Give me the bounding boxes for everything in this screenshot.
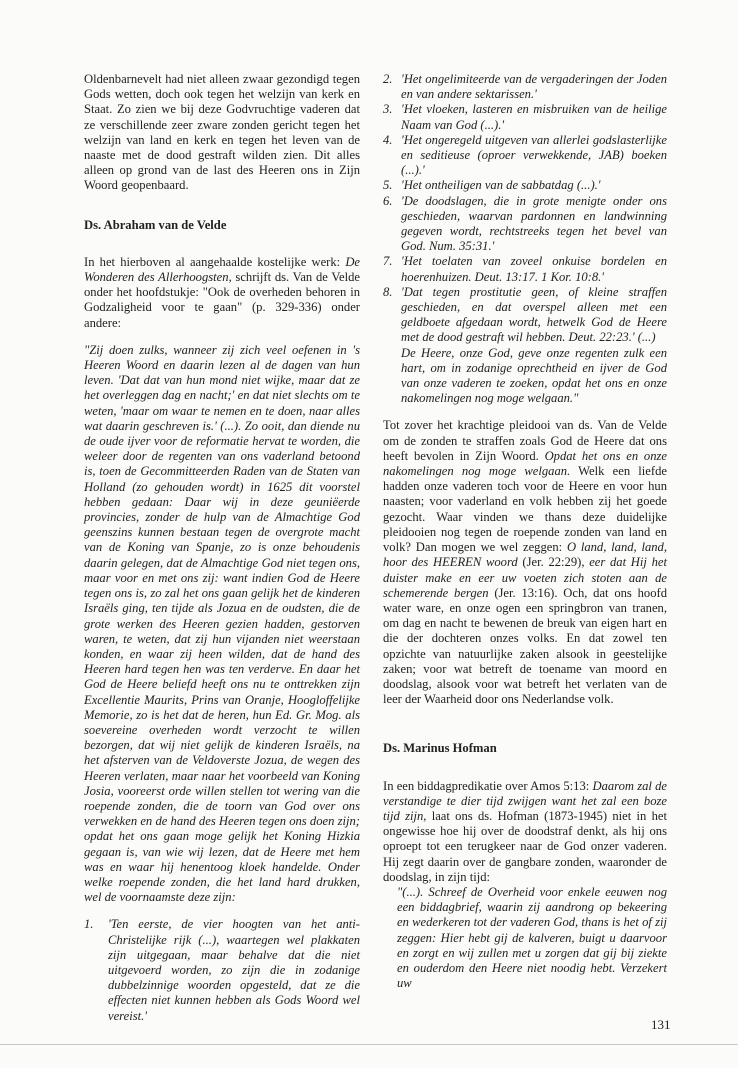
quote-van-de-velde: "Zij doen zulks, wanneer zij zich veel oefenen in 's Heeren Woord en daarin lezen al de dagen van hun leven. 'Dat dat van hun mond niet wijke, maar dat ze het overleggen dag en nacht;' en dat niet slechts om te weten, 'maar om waar te nemen en te doen, naar alles wat daarin geschreven is.' (...). Zo ooit, dan diende nu de oude ijver voor de reformatie hervat te worden, die weleer door de regenten van ons vaderland betoond is, toen de Gecommitteerden Raden van de Staten van Holland (zo gehouden wordt) in 1625 dit voorstel hebben gedaan: Daar wij in deze geuniëerde provincies, zonder de hulp van de Almachtige God geenszins kunnen bestaan tegen de overgrote macht van de Koning van Spanje, zo is onze behoudenis daarin gelegen, dat de Almachtige God niet tegen ons, maar voor en met ons zij: want indien God de Heere tegen ons is, zo zal het ons gaan gelijk het de kinderen Israëls ging, ten tijde als Jozua en de oudsten, die de grote werken des Heeren gezien hadden, gestorven waren, te weten, dat zij hun vijanden niet weerstaan konden, en waar zij heen wilden, dat de hand des Heeren hard tegen hen was ten verderve. En daar het God de Heere beliefd heeft ons nu te onttrekken zijn Excellentie Maurits, Prins van Oranje, Hoogloffelijke Memorie, zo is het dat de heren, hun Ed. Gr. Mog. als soevereine overheden wordt verzocht te willen bezorgen, dat wij niet gelijk de kinderen Israëls, na het afsterven van de Veldoverste Jozua, de wegen des Heeren verlaten, maar naar het voorbeeld van Koning Josia, vooreerst orde willen stellen tot wering van die roepende zonden, die de toorn van God over ons verwekken en de hand des Heeren tegen ons doen zijn; opdat het ons gaan moge gelijk het Koning Hizkia gegaan is, van wie wij lezen, dat de Heere met hem was en waar hij henentoog kloek handelde. Onder welke roepende zonden, die het land hard drukken, wel de voornaamste deze zijn: [84,342,360,905]
paragraph-hofman: In een biddagpredikatie over Amos 5:13: Daarom zal de verstandige te dier tijd zwijgen want het zal een boze tijd zijn, laat ons ds. Hofman (1873-1945) niet in het ongewisse hoe hij over de doodstraf denkt, als hij ons oproept tot een terugkeer naar de God onzer vaderen. Hij zegt daarin over de gangbare zonden, waaronder de doodslag, in zijn tijd: [383,778,667,884]
sins-list-right [383,72,667,346]
paragraph-summary: Tot zover het krachtige pleidooi van ds. Van de Velde om de zonden te straffen zoals God de Heere dat ons heeft bevolen in Zijn Woord. Opdat het ons en onze nakomelingen nog moge welgaan. Welk een liefde hadden onze vaderen toch voor de Heere en voor hun naasten; voor vaderland en volk hebben zij het goede gezocht. Waar vinden we thans deze duidelijke pleidooien nog tegen de roepende zonden van land en volk? Dan mogen we wel zeggen: O land, land, land, hoor des HEEREN woord (Jer. 22:29), eer dat Hij het duister make en eer uw voeten zich stoten aan de schemerende bergen (Jer. 13:16). Och, dat ons hoofd water ware, en onze ogen een springbron van tranen, om dag en nacht te bewenen de breuk van eigen hart en die der dochteren onzes volks. En dat zowel ten opzichte van natuurlijke zaken alsook in geestelijke zaken; voor wat betreft de toename van moord en doodslag, alsook voor wat betreft het verlaten van de leer der Waarheid door ons Nederlandse volk. [383,418,668,707]
bottom-rule [0,1044,738,1045]
sins-list-left [84,917,360,1023]
list-item: 8. 'Dat tegen prostitutie geen, of kleine straffen geschieden, en dat overspel alleen met een geldboete afgedaan wordt, hetwelk God de Heere met de dood gestraft wil hebben. Deut. 22:23.' (...) [383,284,667,345]
paragraph-intro-velde: In het hierboven al aangehaalde kostelijke werk: De Wonderen des Allerhoogsten, schrijft ds. Van de Velde onder het hoofdstukje: "Ook de overheden behoren in Godzaligheid voor te gaan" (p. 329-336) onder andere: [84,254,360,330]
list-item: 5. 'Het ontheiligen van de sabbatdag (...).' [383,178,601,193]
list-tail-prayer: De Heere, onze God, geve onze regenten zulk een hart, om in zodanige oprechtheid en ijver de God van onze vaderen te zoeken, opdat het ons en onze nakomelingen nog moge welgaan." [401,345,667,406]
book-title: De Wonderen des Allerhoogsten [84,254,360,285]
list-item: 3. 'Het vloeken, lasteren en misbruiken van de heilige Naam van God (...).' [383,102,667,132]
list-item: 7. 'Het toelaten van zoveel onkuise bordelen en hoerenhuizen. Deut. 13:17. 1 Kor. 10:8.' [383,254,667,284]
page-number: 131 [651,1017,671,1032]
paragraph-oldenbarnevelt: Oldenbarnevelt had niet alleen zwaar gezondigd tegen Gods wetten, doch ook tegen het welzijn van kerk en Staat. Zo zien we bij deze Godvruchtige vaderen dat ze verschillende zeer zware zonden gericht tegen het welzijn van land en kerk en tegen het leven van de naaste met de dood gestraft wilden zien. Dit alles alleen op grond van de last des Heeren ons in Zijn Woord geopenbaard. [84,72,360,193]
list-item: 4. 'Het ongeregeld uitgeven van allerlei godslasterlijke en seditieuse (oproer verwekkende, JAB) boeken (...).' [383,132,667,178]
quote-hofman: "(...). Schreef de Overheid voor enkele eeuwen nog een biddagbrief, waarin zij aandrong op bekeering en wederkeren tot der vaderen God, thans is het of zij zeggen: Hier hebt gij de kalveren, buigt u daarvoor en zorgt en wij zullen met u zorgen dat gij bij ziekte en ouderdom den Heere niet noodig hebt. Verzekert uw [397,884,667,991]
heading-van-de-velde: Ds. Abraham van de Velde [84,217,227,232]
list-item: 2. 'Het ongelimiteerde van de vergaderingen der Joden en van andere sektarissen.' [383,72,667,102]
list-item: 1. 'Ten eerste, de vier hoogten van het anti-Christelijke rijk (...), waartegen wel plakkaten zijn uitgegaan, maar behalve dat die niet uitgevoerd worden, zo zijn die in zodanige dubbelzinnige woorden opgesteld, dat ze die effecten niet kunnen hebben als Gods Woord wel vereist.' [84,917,360,1023]
heading-hofman: Ds. Marinus Hofman [383,741,497,756]
list-item: 6. 'De doodslagen, die in grote menigte onder ons geschieden, waarvan pardonnen en landwinning gegeven wordt, rechtstreeks tegen het bevel van God. Num. 35:31.' [383,193,667,254]
right-column [383,72,667,991]
left-column [84,72,360,1024]
